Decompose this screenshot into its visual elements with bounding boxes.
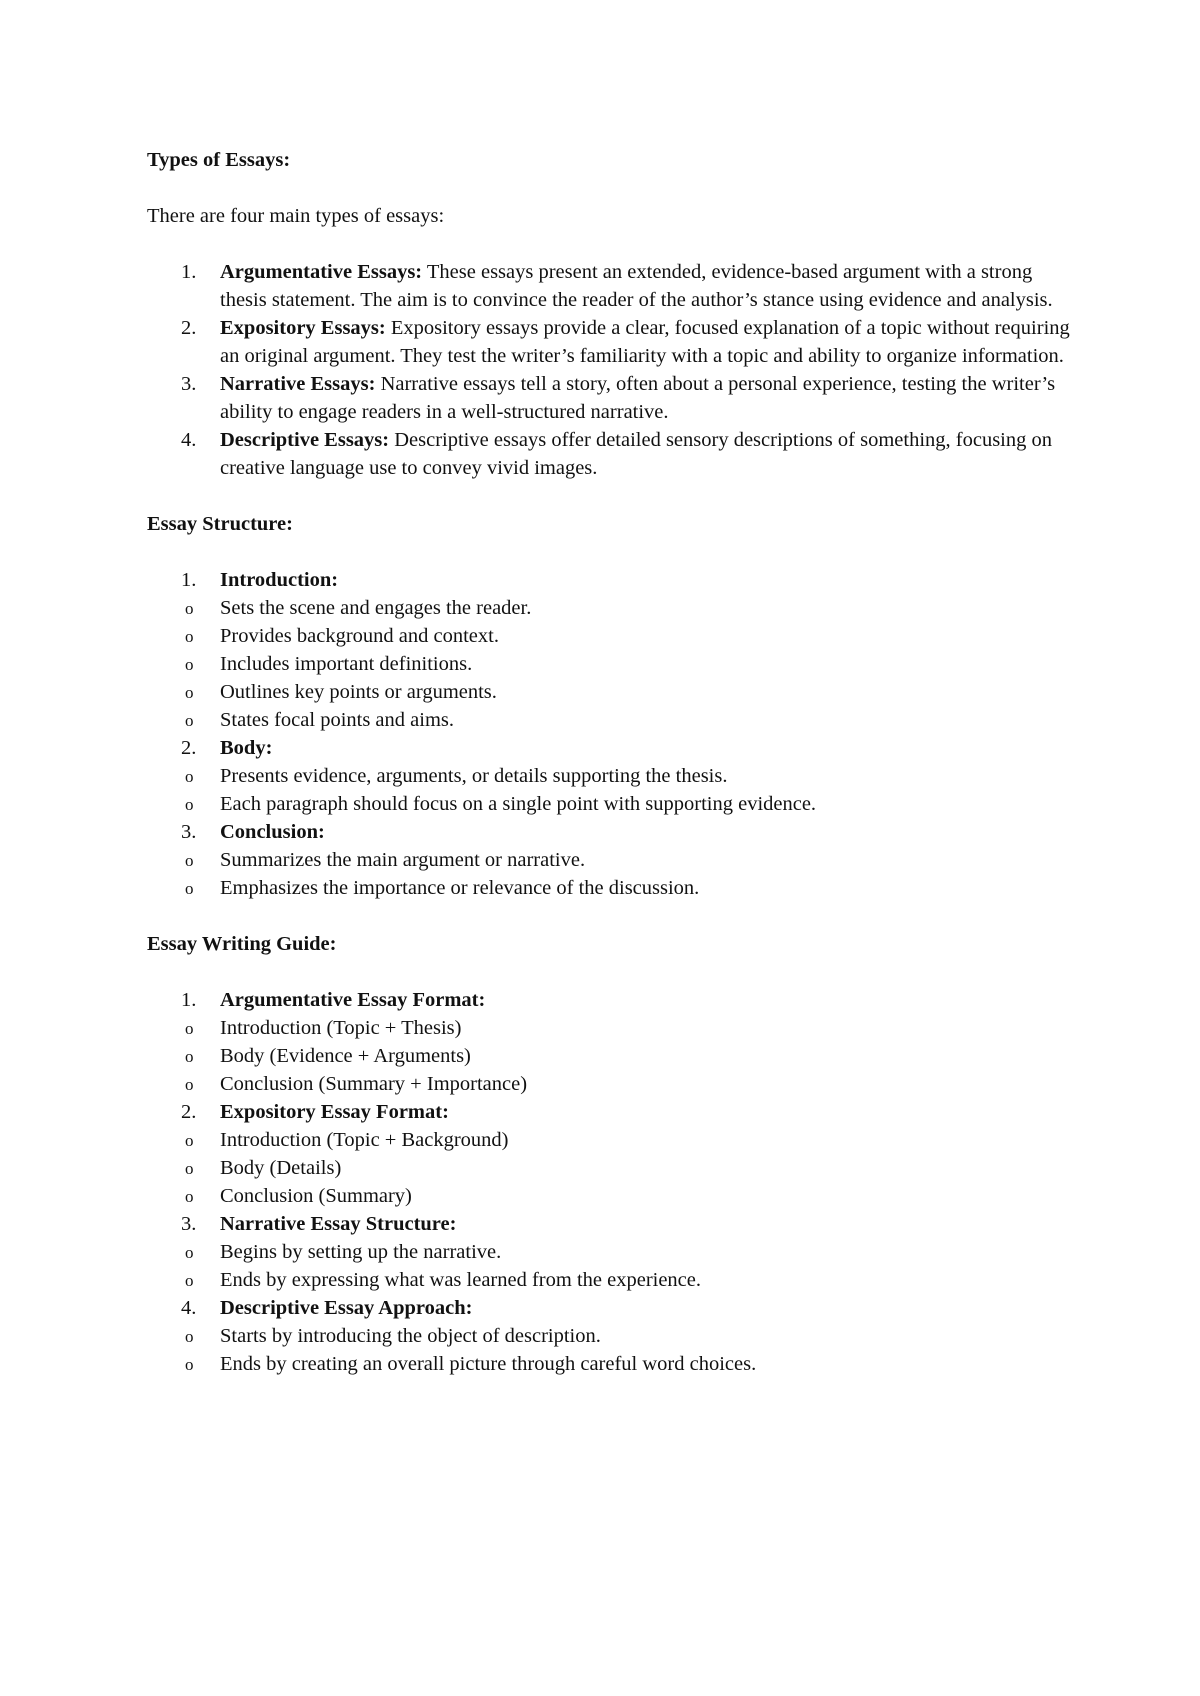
sub-list-item: o Starts by introducing the object of description. xyxy=(147,1322,1077,1350)
sub-list-item: o Ends by expressing what was learned from the experience. xyxy=(147,1266,1077,1294)
structure-heading: Essay Structure: xyxy=(147,513,293,535)
sub-list-item: o Outlines key points or arguments. xyxy=(147,678,1077,706)
circle-bullet-icon: o xyxy=(185,1243,194,1262)
circle-bullet-icon: o xyxy=(185,879,194,898)
sub-list-item: o Introduction (Topic + Thesis) xyxy=(147,1014,1077,1042)
item-number: 2. xyxy=(181,737,197,759)
item-number: 3. xyxy=(181,373,197,395)
sub-list-item: o Provides background and context. xyxy=(147,622,1077,650)
sub-list-item: o Each paragraph should focus on a single point with supporting evidence. xyxy=(147,790,1077,818)
item-number: 1. xyxy=(181,569,197,591)
item-text: Narrative essays tell a story, often about a personal experience, testing the writer’s ability to engage readers in a well-structured narrative. xyxy=(220,373,1056,423)
item-number: 1. xyxy=(181,989,197,1011)
list-item xyxy=(147,566,1077,594)
circle-bullet-icon: o xyxy=(185,1159,194,1178)
circle-bullet-icon: o xyxy=(185,1075,194,1094)
item-term: Body: xyxy=(220,737,273,759)
sub-list-item: o Body (Evidence + Arguments) xyxy=(147,1042,1077,1070)
item-number: 2. xyxy=(181,317,197,339)
circle-bullet-icon: o xyxy=(185,1019,194,1038)
sub-list-item: o Introduction (Topic + Background) xyxy=(147,1126,1077,1154)
item-number: 4. xyxy=(181,1297,197,1319)
item-number: 4. xyxy=(181,429,197,451)
circle-bullet-icon: o xyxy=(185,795,194,814)
types-list xyxy=(147,258,1077,482)
circle-bullet-icon: o xyxy=(185,851,194,870)
circle-bullet-icon: o xyxy=(185,599,194,618)
item-term: Narrative Essay Structure: xyxy=(220,1213,457,1235)
list-item xyxy=(147,258,1077,314)
list-item xyxy=(147,818,1077,846)
item-term: Argumentative Essay Format: xyxy=(220,989,486,1011)
circle-bullet-icon: o xyxy=(185,1327,194,1346)
circle-bullet-icon: o xyxy=(185,1355,194,1374)
guide-list xyxy=(147,986,1077,1378)
circle-bullet-icon: o xyxy=(185,655,194,674)
sub-list-item: o Includes important definitions. xyxy=(147,650,1077,678)
item-term: Argumentative Essays: xyxy=(220,261,423,283)
item-term: Conclusion: xyxy=(220,821,325,843)
circle-bullet-icon: o xyxy=(185,767,194,786)
list-item xyxy=(147,986,1077,1014)
item-text: These essays present an extended, evidence-based argument with a strong thesis statement. The aim is to convince the reader of the author’s stance using evidence and analysis. xyxy=(220,261,1053,311)
sub-list-item: o Presents evidence, arguments, or details supporting the thesis. xyxy=(147,762,1077,790)
circle-bullet-icon: o xyxy=(185,1187,194,1206)
list-item xyxy=(147,1210,1077,1238)
item-number: 3. xyxy=(181,821,197,843)
types-heading: Types of Essays: xyxy=(147,149,291,171)
circle-bullet-icon: o xyxy=(185,1131,194,1150)
sub-list-item: o Summarizes the main argument or narrative. xyxy=(147,846,1077,874)
circle-bullet-icon: o xyxy=(185,1271,194,1290)
sub-list-item: o Conclusion (Summary) xyxy=(147,1182,1077,1210)
item-number: 1. xyxy=(181,261,197,283)
list-item xyxy=(147,426,1077,482)
item-term: Narrative Essays: xyxy=(220,373,376,395)
circle-bullet-icon: o xyxy=(185,683,194,702)
sub-list-item: o Begins by setting up the narrative. xyxy=(147,1238,1077,1266)
document-body xyxy=(147,146,1077,1378)
sub-list-item: o Sets the scene and engages the reader. xyxy=(147,594,1077,622)
item-number: 2. xyxy=(181,1101,197,1123)
item-term: Expository Essays: xyxy=(220,317,386,339)
sub-list-item: o Ends by creating an overall picture through careful word choices. xyxy=(147,1350,1077,1378)
structure-list xyxy=(147,566,1077,902)
item-term: Introduction: xyxy=(220,569,339,591)
types-intro: There are four main types of essays: xyxy=(147,205,445,227)
sub-list-item: o States focal points and aims. xyxy=(147,706,1077,734)
item-term: Descriptive Essays: xyxy=(220,429,390,451)
circle-bullet-icon: o xyxy=(185,627,194,646)
item-text: Expository essays provide a clear, focused explanation of a topic without requiring an original argument. They test the writer’s familiarity with a topic and ability to organize information. xyxy=(220,317,1070,367)
list-item xyxy=(147,1098,1077,1126)
item-term: Descriptive Essay Approach: xyxy=(220,1297,473,1319)
sub-list-item: o Conclusion (Summary + Importance) xyxy=(147,1070,1077,1098)
item-term: Expository Essay Format: xyxy=(220,1101,449,1123)
list-item xyxy=(147,1294,1077,1322)
sub-list-item: o Emphasizes the importance or relevance of the discussion. xyxy=(147,874,1077,902)
guide-heading: Essay Writing Guide: xyxy=(147,933,337,955)
circle-bullet-icon: o xyxy=(185,1047,194,1066)
list-item xyxy=(147,370,1077,426)
circle-bullet-icon: o xyxy=(185,711,194,730)
item-text: Descriptive essays offer detailed sensory descriptions of something, focusing on creative language use to convey vivid images. xyxy=(220,429,1052,479)
list-item xyxy=(147,314,1077,370)
item-number: 3. xyxy=(181,1213,197,1235)
sub-list-item: o Body (Details) xyxy=(147,1154,1077,1182)
list-item xyxy=(147,734,1077,762)
